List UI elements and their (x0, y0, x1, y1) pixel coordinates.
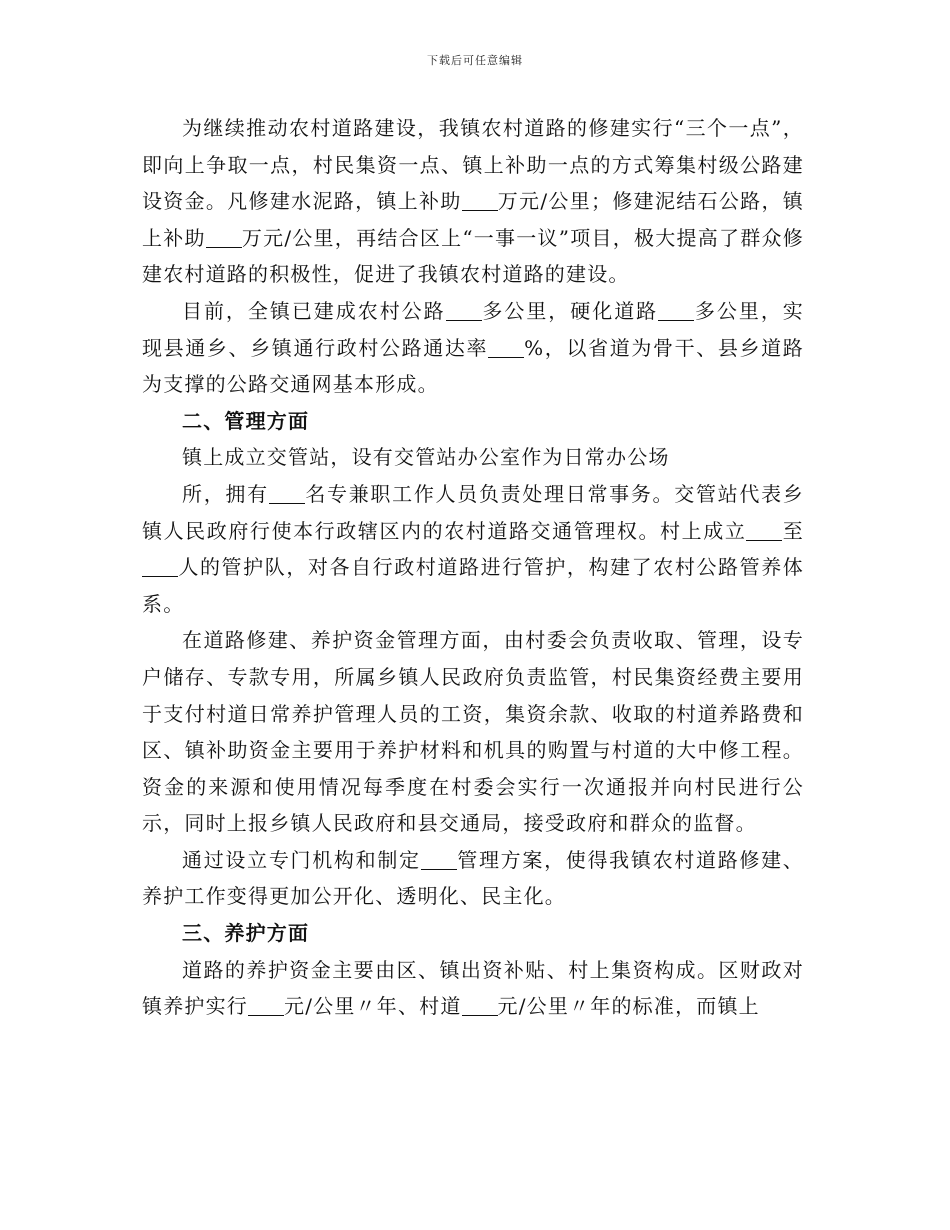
text-segment: 通过设立专门机构和制定 (182, 847, 421, 872)
section-heading-management: 二、管理方面 (182, 408, 310, 433)
fill-in-blank (462, 995, 498, 1016)
text-segment: 多公里，硬化道路 (481, 298, 659, 323)
page-header-note: 下载后可任意编辑 (427, 54, 523, 67)
text-segment: 人的管护队，对各自行政村道路进行管护，构建了农村公路管养体系。 (142, 555, 804, 616)
section-heading-maintenance: 三、养护方面 (182, 921, 310, 946)
paragraph-traffic-station: 镇上成立交管站，设有交管站办公室作为日常办公场 (182, 445, 670, 470)
text-segment: 所，拥有 (182, 481, 269, 506)
text-segment: 目前，全镇已建成农村公路 (182, 298, 446, 323)
fill-in-blank (746, 520, 782, 541)
fill-in-blank (446, 300, 482, 321)
fill-in-blank (462, 190, 498, 211)
fill-in-blank (421, 849, 457, 870)
text-segment: 名专兼职工作人员负责处理日常事务。交管站代表乡镇人民政府行使本行政辖区内的农村道路交通管理权。村上成立 (142, 481, 804, 543)
fill-in-blank (248, 995, 284, 1016)
paragraph-road-construction-funding (142, 110, 804, 293)
text-segment: 道路的养护资金主要由区、镇出资补贴、村上集资构成。区财政对镇养护实行 (142, 957, 804, 1019)
paragraph-fund-management: 在道路修建、养护资金管理方面，由村委会负责收取、管理，设专户储存、专款专用，所属乡镇人民政府负责监管，村民集资经费主要用于支付村道日常养护管理人员的工资，集资余款、收取的村道养路费和区、镇补助资金主要用于养护材料和机具的购置与村道的大中修工程。资金的来源和使用情况每季度在村委会实行一次通报并向村民进行公示，同时上报乡镇人民政府和县交通局，接受政府和群众的监督。 (142, 628, 804, 836)
text-segment: %，以省道为骨干、县乡道路为支撑的公路交通网基本形成。 (142, 335, 804, 397)
fill-in-blank (269, 483, 305, 504)
paragraph-current-status (142, 293, 804, 403)
document-body (142, 110, 804, 1025)
fill-in-blank (658, 300, 694, 321)
fill-in-blank (206, 227, 242, 248)
text-segment: 管理方案，使得我镇农村道路修建、养护工作变得更加公开化、透明化、民主化。 (142, 847, 805, 909)
text-segment: 为继续推动农村道路建设，我镇农村道路的修建实行“三个一点”，即向上争取一点，村民集资一点、镇上补助一点的方式筹集村级公路建设资金。凡修建水泥路，镇上补助 (142, 116, 804, 214)
paragraph-maintenance-funds (142, 952, 804, 1025)
text-segment: 元/公里〃年、村道 (284, 994, 462, 1019)
text-segment: 元/公里〃年的标准，而镇上 (497, 994, 760, 1019)
fill-in-blank (488, 337, 524, 358)
paragraph-transparency (142, 842, 804, 915)
text-segment: 万元/公里，再结合区上“一事一议”项目，极大提高了群众修建农村道路的积极性，促进了我镇农村道路的建设。 (142, 225, 804, 287)
text-segment: 万元/公里；修建泥结石公路，镇上补助 (142, 189, 804, 250)
fill-in-blank (142, 556, 178, 577)
text-segment: 至 (782, 518, 804, 543)
paragraph-staff-and-patrol (142, 476, 804, 622)
text-segment: 多公里，实现县通乡、乡镇通行政村公路通达率 (142, 298, 804, 360)
